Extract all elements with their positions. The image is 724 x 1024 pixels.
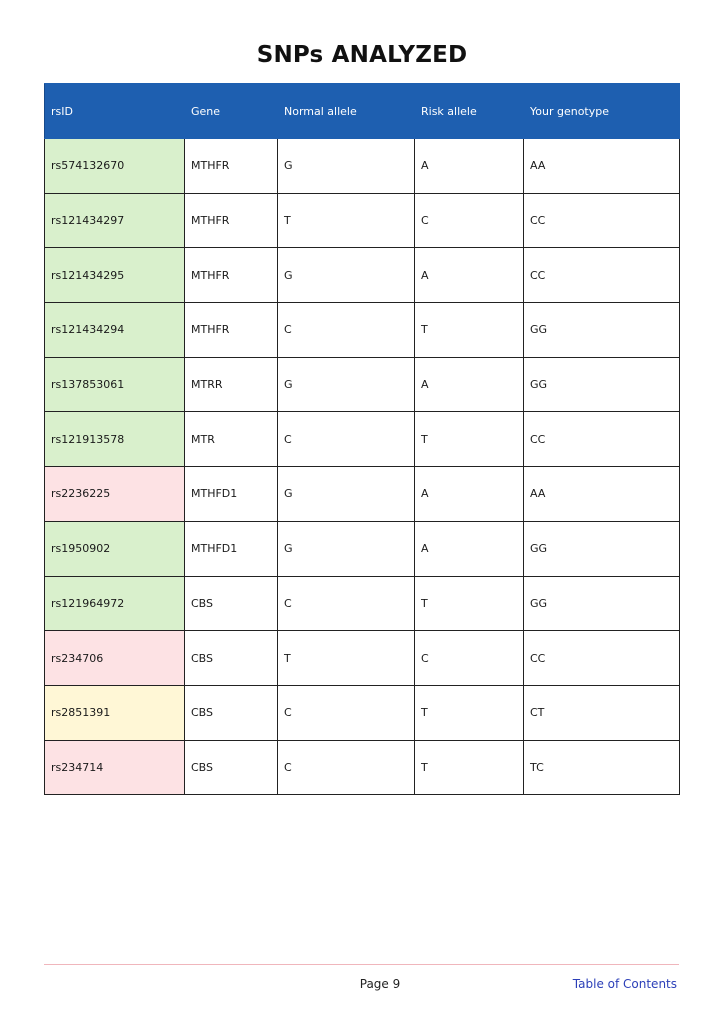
- genotype-cell: GG: [524, 576, 680, 631]
- normal-allele-cell: C: [278, 576, 415, 631]
- gene-cell: MTHFR: [185, 248, 278, 303]
- header-rsid: rsID: [45, 84, 185, 139]
- table-row: [45, 193, 680, 248]
- rsid-cell: rs137853061: [45, 357, 185, 412]
- rsid-cell: rs574132670: [45, 139, 185, 194]
- header-risk-allele: Risk allele: [415, 84, 524, 139]
- table-row: [45, 631, 680, 686]
- gene-cell: CBS: [185, 576, 278, 631]
- genotype-cell: TC: [524, 740, 680, 795]
- table-row: [45, 139, 680, 194]
- normal-allele-cell: T: [278, 193, 415, 248]
- footer-divider: [44, 964, 679, 965]
- normal-allele-cell: C: [278, 412, 415, 467]
- genotype-cell: CC: [524, 248, 680, 303]
- normal-allele-cell: C: [278, 303, 415, 358]
- page-title: SNPs ANALYZED: [256, 42, 468, 68]
- table-header-row: [45, 84, 680, 139]
- rsid-cell: rs234706: [45, 631, 185, 686]
- rsid-cell: rs121913578: [45, 412, 185, 467]
- risk-allele-cell: T: [415, 685, 524, 740]
- genotype-cell: CC: [524, 631, 680, 686]
- normal-allele-cell: G: [278, 248, 415, 303]
- genotype-cell: GG: [524, 303, 680, 358]
- risk-allele-cell: A: [415, 467, 524, 522]
- genotype-cell: CC: [524, 193, 680, 248]
- risk-allele-cell: A: [415, 139, 524, 194]
- gene-cell: MTRR: [185, 357, 278, 412]
- normal-allele-cell: G: [278, 139, 415, 194]
- snp-table: [44, 83, 680, 795]
- genotype-cell: CC: [524, 412, 680, 467]
- table-row: [45, 303, 680, 358]
- rsid-cell: rs121964972: [45, 576, 185, 631]
- table-row: [45, 740, 680, 795]
- gene-cell: CBS: [185, 740, 278, 795]
- gene-cell: MTHFD1: [185, 467, 278, 522]
- table-of-contents-link[interactable]: Table of Contents: [572, 977, 677, 991]
- gene-cell: MTHFR: [185, 193, 278, 248]
- table-row: [45, 521, 680, 576]
- normal-allele-cell: T: [278, 631, 415, 686]
- risk-allele-cell: C: [415, 631, 524, 686]
- risk-allele-cell: A: [415, 521, 524, 576]
- risk-allele-cell: T: [415, 412, 524, 467]
- header-normal-allele: Normal allele: [278, 84, 415, 139]
- gene-cell: CBS: [185, 685, 278, 740]
- rsid-cell: rs121434297: [45, 193, 185, 248]
- risk-allele-cell: C: [415, 193, 524, 248]
- rsid-cell: rs121434294: [45, 303, 185, 358]
- risk-allele-cell: T: [415, 303, 524, 358]
- risk-allele-cell: A: [415, 248, 524, 303]
- header-your-genotype: Your genotype: [524, 84, 680, 139]
- normal-allele-cell: G: [278, 467, 415, 522]
- risk-allele-cell: A: [415, 357, 524, 412]
- risk-allele-cell: T: [415, 576, 524, 631]
- header-gene: Gene: [185, 84, 278, 139]
- table-row: [45, 357, 680, 412]
- gene-cell: MTHFR: [185, 139, 278, 194]
- rsid-cell: rs121434295: [45, 248, 185, 303]
- genotype-cell: GG: [524, 357, 680, 412]
- rsid-cell: rs2236225: [45, 467, 185, 522]
- rsid-cell: rs2851391: [45, 685, 185, 740]
- genotype-cell: CT: [524, 685, 680, 740]
- table-body: [45, 139, 680, 795]
- rsid-cell: rs234714: [45, 740, 185, 795]
- table-row: [45, 248, 680, 303]
- risk-allele-cell: T: [415, 740, 524, 795]
- page-number: Page 9: [359, 977, 401, 991]
- table-row: [45, 467, 680, 522]
- gene-cell: MTHFD1: [185, 521, 278, 576]
- genotype-cell: AA: [524, 139, 680, 194]
- normal-allele-cell: G: [278, 521, 415, 576]
- normal-allele-cell: C: [278, 740, 415, 795]
- gene-cell: MTR: [185, 412, 278, 467]
- normal-allele-cell: C: [278, 685, 415, 740]
- gene-cell: CBS: [185, 631, 278, 686]
- rsid-cell: rs1950902: [45, 521, 185, 576]
- gene-cell: MTHFR: [185, 303, 278, 358]
- genotype-cell: AA: [524, 467, 680, 522]
- table-row: [45, 412, 680, 467]
- genotype-cell: GG: [524, 521, 680, 576]
- table-row: [45, 576, 680, 631]
- normal-allele-cell: G: [278, 357, 415, 412]
- table-row: [45, 685, 680, 740]
